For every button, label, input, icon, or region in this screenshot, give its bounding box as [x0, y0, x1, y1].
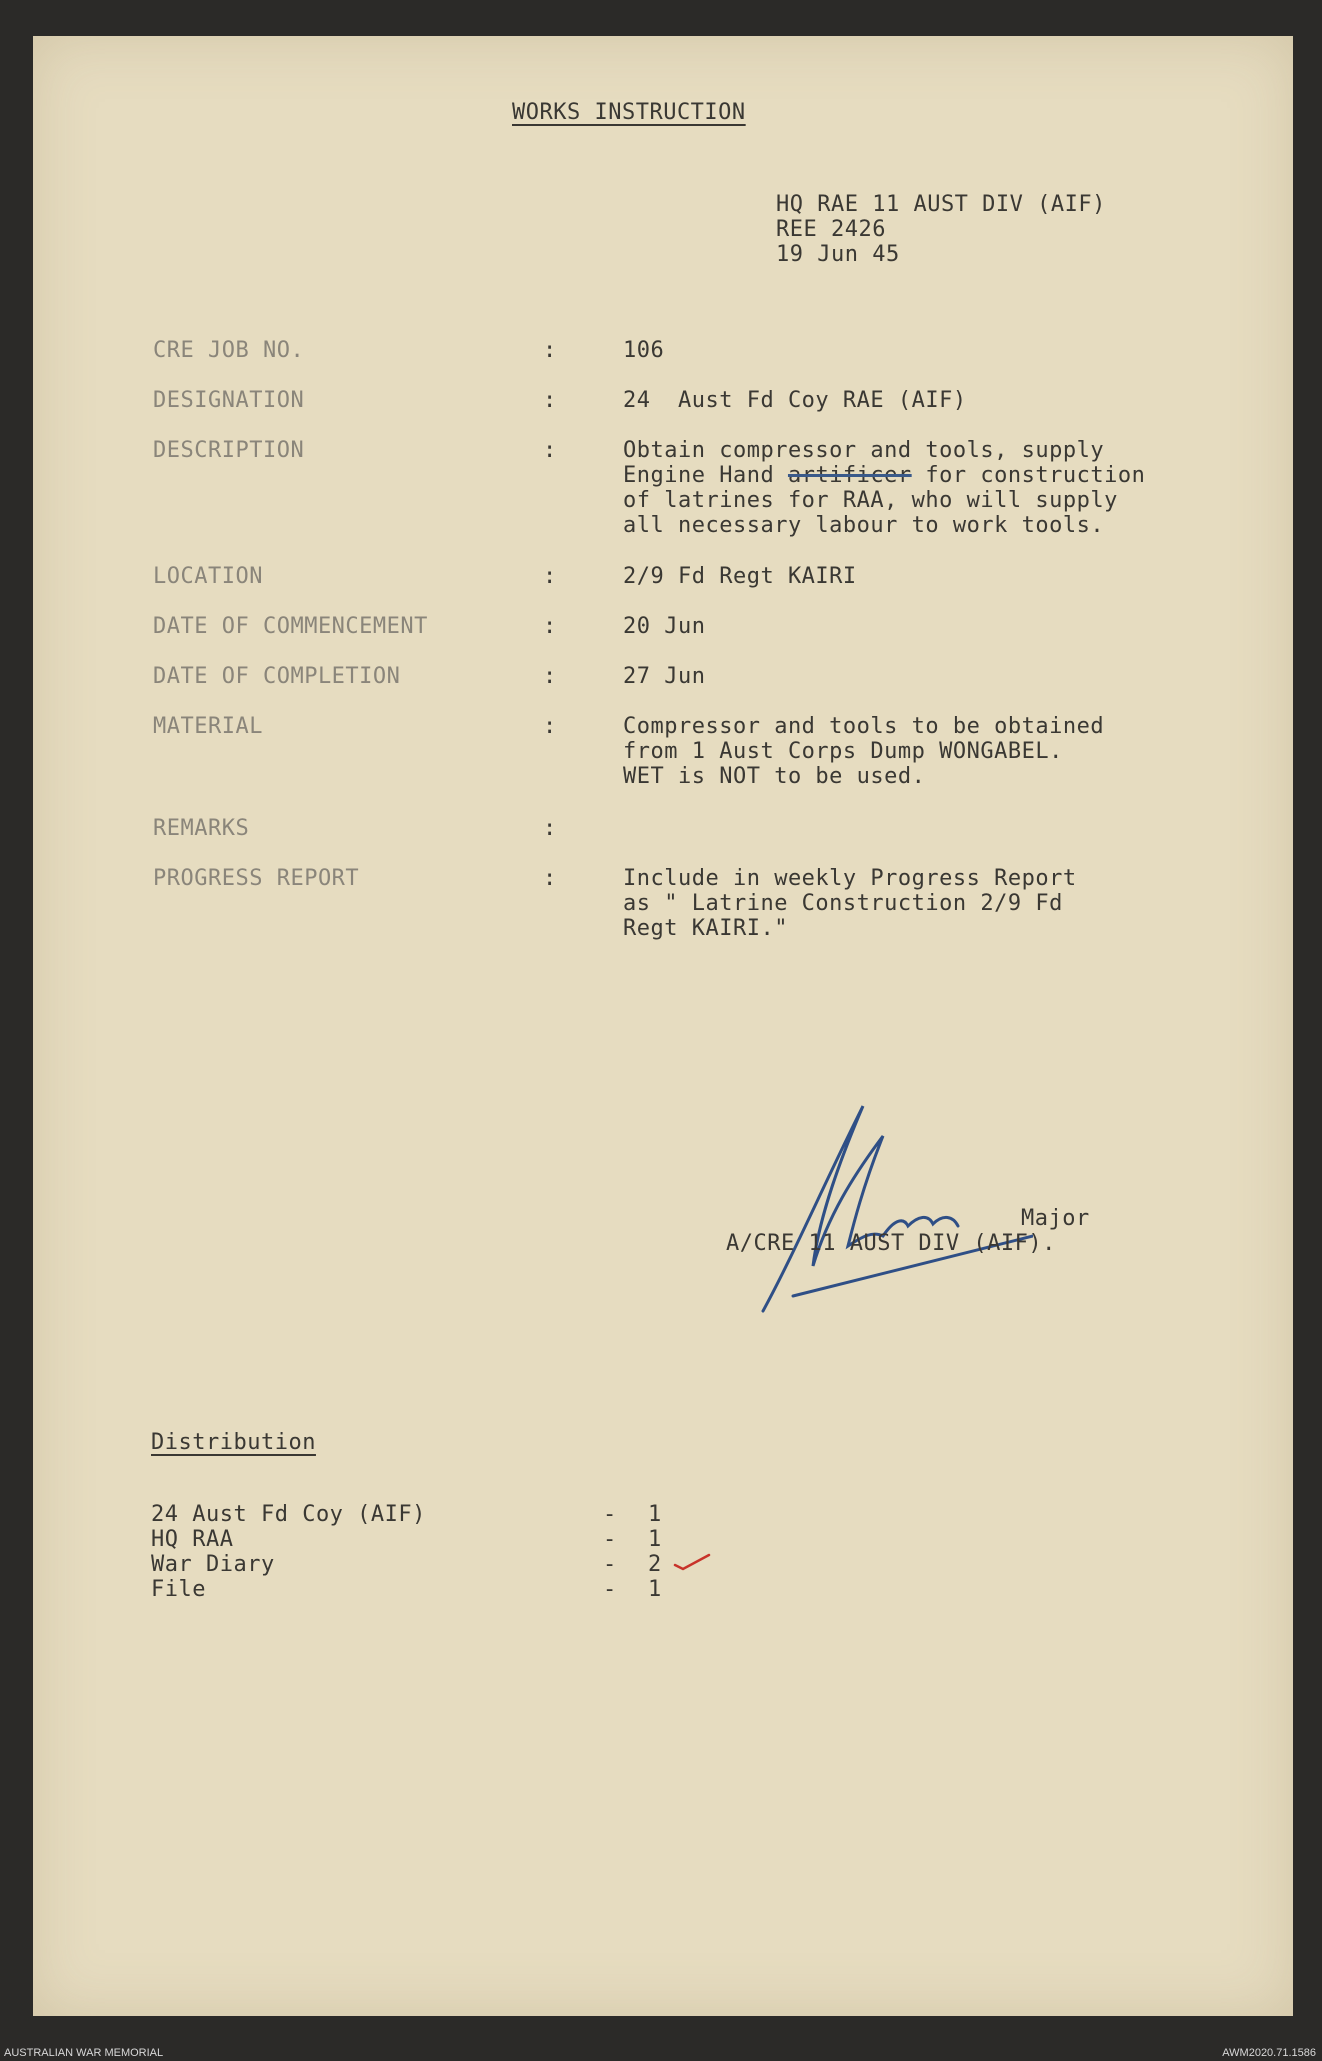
field-value: 24 Aust Fd Coy RAE (AIF): [623, 388, 967, 413]
field-value: Obtain compressor and tools, supply: [623, 438, 1105, 463]
footer-source: AUSTRALIAN WAR MEMORIAL: [4, 2047, 164, 2059]
document-title: WORKS INSTRUCTION: [512, 100, 746, 125]
field-colon: :: [543, 664, 557, 689]
header-date: 19 Jun 45: [776, 242, 900, 267]
field-colon: :: [543, 614, 557, 639]
distribution-name: War Diary: [151, 1552, 275, 1577]
distribution-name: File: [151, 1577, 206, 1602]
field-colon: :: [543, 438, 557, 463]
field-colon: :: [543, 866, 557, 891]
field-value: WET is NOT to be used.: [623, 764, 926, 789]
distribution-qty: 2: [648, 1552, 662, 1577]
field-colon: :: [543, 714, 557, 739]
signature-mark: [733, 1096, 1033, 1336]
field-value: 2/9 Fd Regt KAIRI: [623, 564, 857, 589]
field-value-line: [623, 463, 1145, 488]
distribution-qty: 1: [648, 1577, 662, 1602]
field-value: of latrines for RAA, who will supply: [623, 488, 1118, 513]
field-value: Include in weekly Progress Report: [623, 866, 1077, 891]
field-value: 20 Jun: [623, 614, 706, 639]
field-colon: :: [543, 564, 557, 589]
distribution-dash: -: [603, 1552, 617, 1577]
field-colon: :: [543, 338, 557, 363]
field-value: Regt KAIRI.": [623, 916, 788, 941]
red-tick-icon: [673, 1551, 713, 1573]
field-label: PROGRESS REPORT: [153, 866, 360, 891]
distribution-name: 24 Aust Fd Coy (AIF): [151, 1502, 426, 1527]
field-label: DESCRIPTION: [153, 438, 305, 463]
field-label: LOCATION: [153, 564, 263, 589]
text-segment: Engine Hand: [623, 463, 775, 488]
field-value: all necessary labour to work tools.: [623, 513, 1105, 538]
field-label: REMARKS: [153, 816, 250, 841]
field-value: Compressor and tools to be obtained: [623, 714, 1105, 739]
field-label: DATE OF COMMENCEMENT: [153, 614, 428, 639]
field-value: 106: [623, 338, 665, 363]
distribution-qty: 1: [648, 1527, 662, 1552]
signature-appointment: A/CRE 11 AUST DIV (AIF).: [726, 1231, 1056, 1256]
field-label: DATE OF COMPLETION: [153, 664, 401, 689]
header-unit: HQ RAE 11 AUST DIV (AIF): [776, 192, 1106, 217]
field-label: MATERIAL: [153, 714, 263, 739]
field-value: from 1 Aust Corps Dump WONGABEL.: [623, 739, 1063, 764]
text-segment: for construction: [925, 463, 1146, 488]
header-ref: REE 2426: [776, 217, 886, 242]
distribution-dash: -: [603, 1527, 617, 1552]
field-value: as " Latrine Construction 2/9 Fd: [623, 891, 1063, 916]
distribution-name: HQ RAA: [151, 1527, 234, 1552]
document-page: [33, 36, 1293, 2016]
distribution-title: Distribution: [151, 1430, 316, 1455]
distribution-dash: -: [603, 1502, 617, 1527]
distribution-qty: 1: [648, 1502, 662, 1527]
signature-rank: Major: [1021, 1206, 1090, 1231]
field-value: 27 Jun: [623, 664, 706, 689]
field-label: DESIGNATION: [153, 388, 305, 413]
field-colon: :: [543, 388, 557, 413]
footer-accession: AWM2020.71.1586: [1222, 2047, 1316, 2059]
field-colon: :: [543, 816, 557, 841]
struck-word: artificer: [787, 463, 912, 488]
field-label: CRE JOB NO.: [153, 338, 305, 363]
distribution-dash: -: [603, 1577, 617, 1602]
